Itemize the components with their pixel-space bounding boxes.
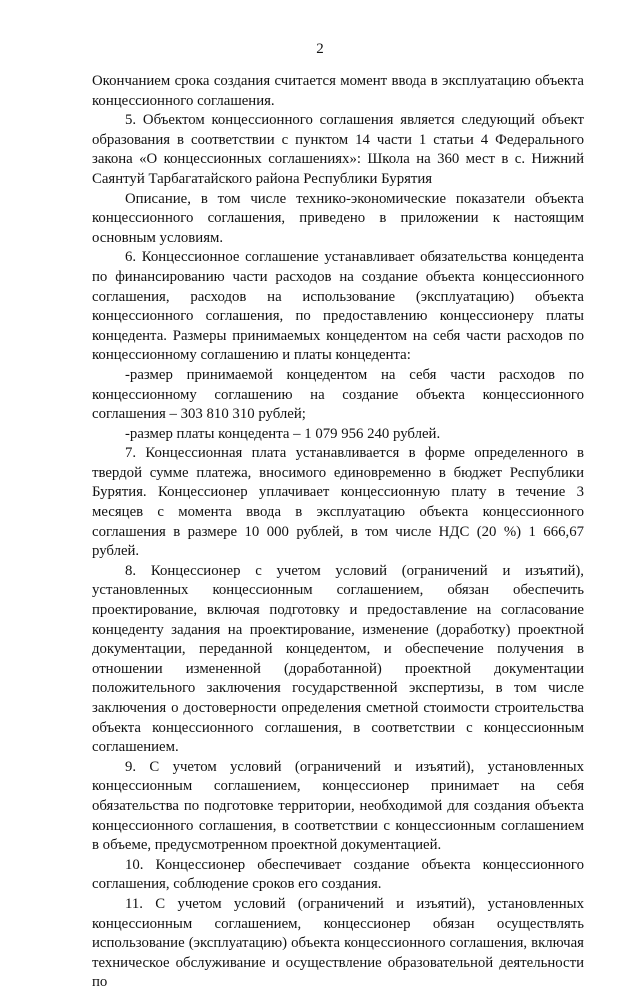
paragraph-5: -размер принимаемой концедентом на себя части расходов по концессионному соглашению на создание объекта концессионного соглашения – 303 810 310 рублей; — [92, 366, 584, 423]
paragraph-6: -размер платы концедента – 1 079 956 240 рублей. — [125, 425, 441, 442]
paragraph-7: 7. Концессионная плата устанавливается в форме определенного в твердой сумме платежа, вносимого единовременно в бюджет Республики Бурятия. Концессионер уплачивает концессионную плату в течение 3 месяцев с момента ввода в эксплуатацию объекта концессионного соглашения в размере 10 000 рублей, в том числе НДС (20 %) 1 666,67 рублей. — [92, 445, 584, 560]
document-body — [92, 72, 584, 993]
paragraph-8: 8. Концессионер с учетом условий (ограничений и изъятий), установленных концессионным соглашением, обязан обеспечить проектирование, включая подготовку и предоставление на согласование концеденту задания на проектирование, изменение (доработку) проектной документации, переданной концедентом, и обеспечение получения в отношении измененной (доработанной) проектной документации положительного заключения государственной экспертизы, в том числе заключения о достоверности определения сметной стоимости строительства объекта концессионного соглашения, в соответствии с концессионным соглашением. — [92, 562, 584, 756]
paragraph-9: 9. С учетом условий (ограничений и изъятий), установленных концессионным соглашением, концессионер принимает на себя обязательства по подготовке территории, необходимой для создания объекта концессионного соглашения, в соответствии с концессионным соглашением в объеме, предусмотренном проектной документацией. — [92, 758, 584, 854]
page-number: 2 — [316, 41, 324, 57]
paragraph-3: Описание, в том числе технико-экономические показатели объекта концессионного соглашения, приведено в приложении к настоящим основным условиям. — [92, 190, 584, 246]
paragraph-2: 5. Объектом концессионного соглашения является следующий объект образования в соответствии с пунктом 14 части 1 статьи 4 Федерального закона «О концессионных соглашениях»: Школа на 360 мест в с. Нижний Саянтуй Тарбагатайского района Республики Бурятия — [92, 112, 584, 187]
paragraph-10: 10. Концессионер обеспечивает создание объекта концессионного соглашения, соблюдение сроков его создания. — [92, 856, 584, 893]
paragraph-4: 6. Концессионное соглашение устанавливает обязательства концедента по финансированию части расходов на создание объекта концессионного соглашения, расходов на использование (эксплуатацию) объекта концессионного соглашения, по предоставлению концессионеру платы концедента. Размеры принимаемых концедентом на себя части расходов по концессионному соглашению и платы концедента: — [92, 249, 584, 364]
paragraph-1: Окончанием срока создания считается момент ввода в эксплуатацию объекта концессионного соглашения. — [92, 73, 584, 109]
paragraph-11: 11. С учетом условий (ограничений и изъятий), установленных концессионным соглашением, концессионер обязан осуществлять использование (эксплуатацию) объекта концессионного соглашения, включая техническое обслуживание и осуществление образовательной деятельности по — [92, 895, 584, 991]
